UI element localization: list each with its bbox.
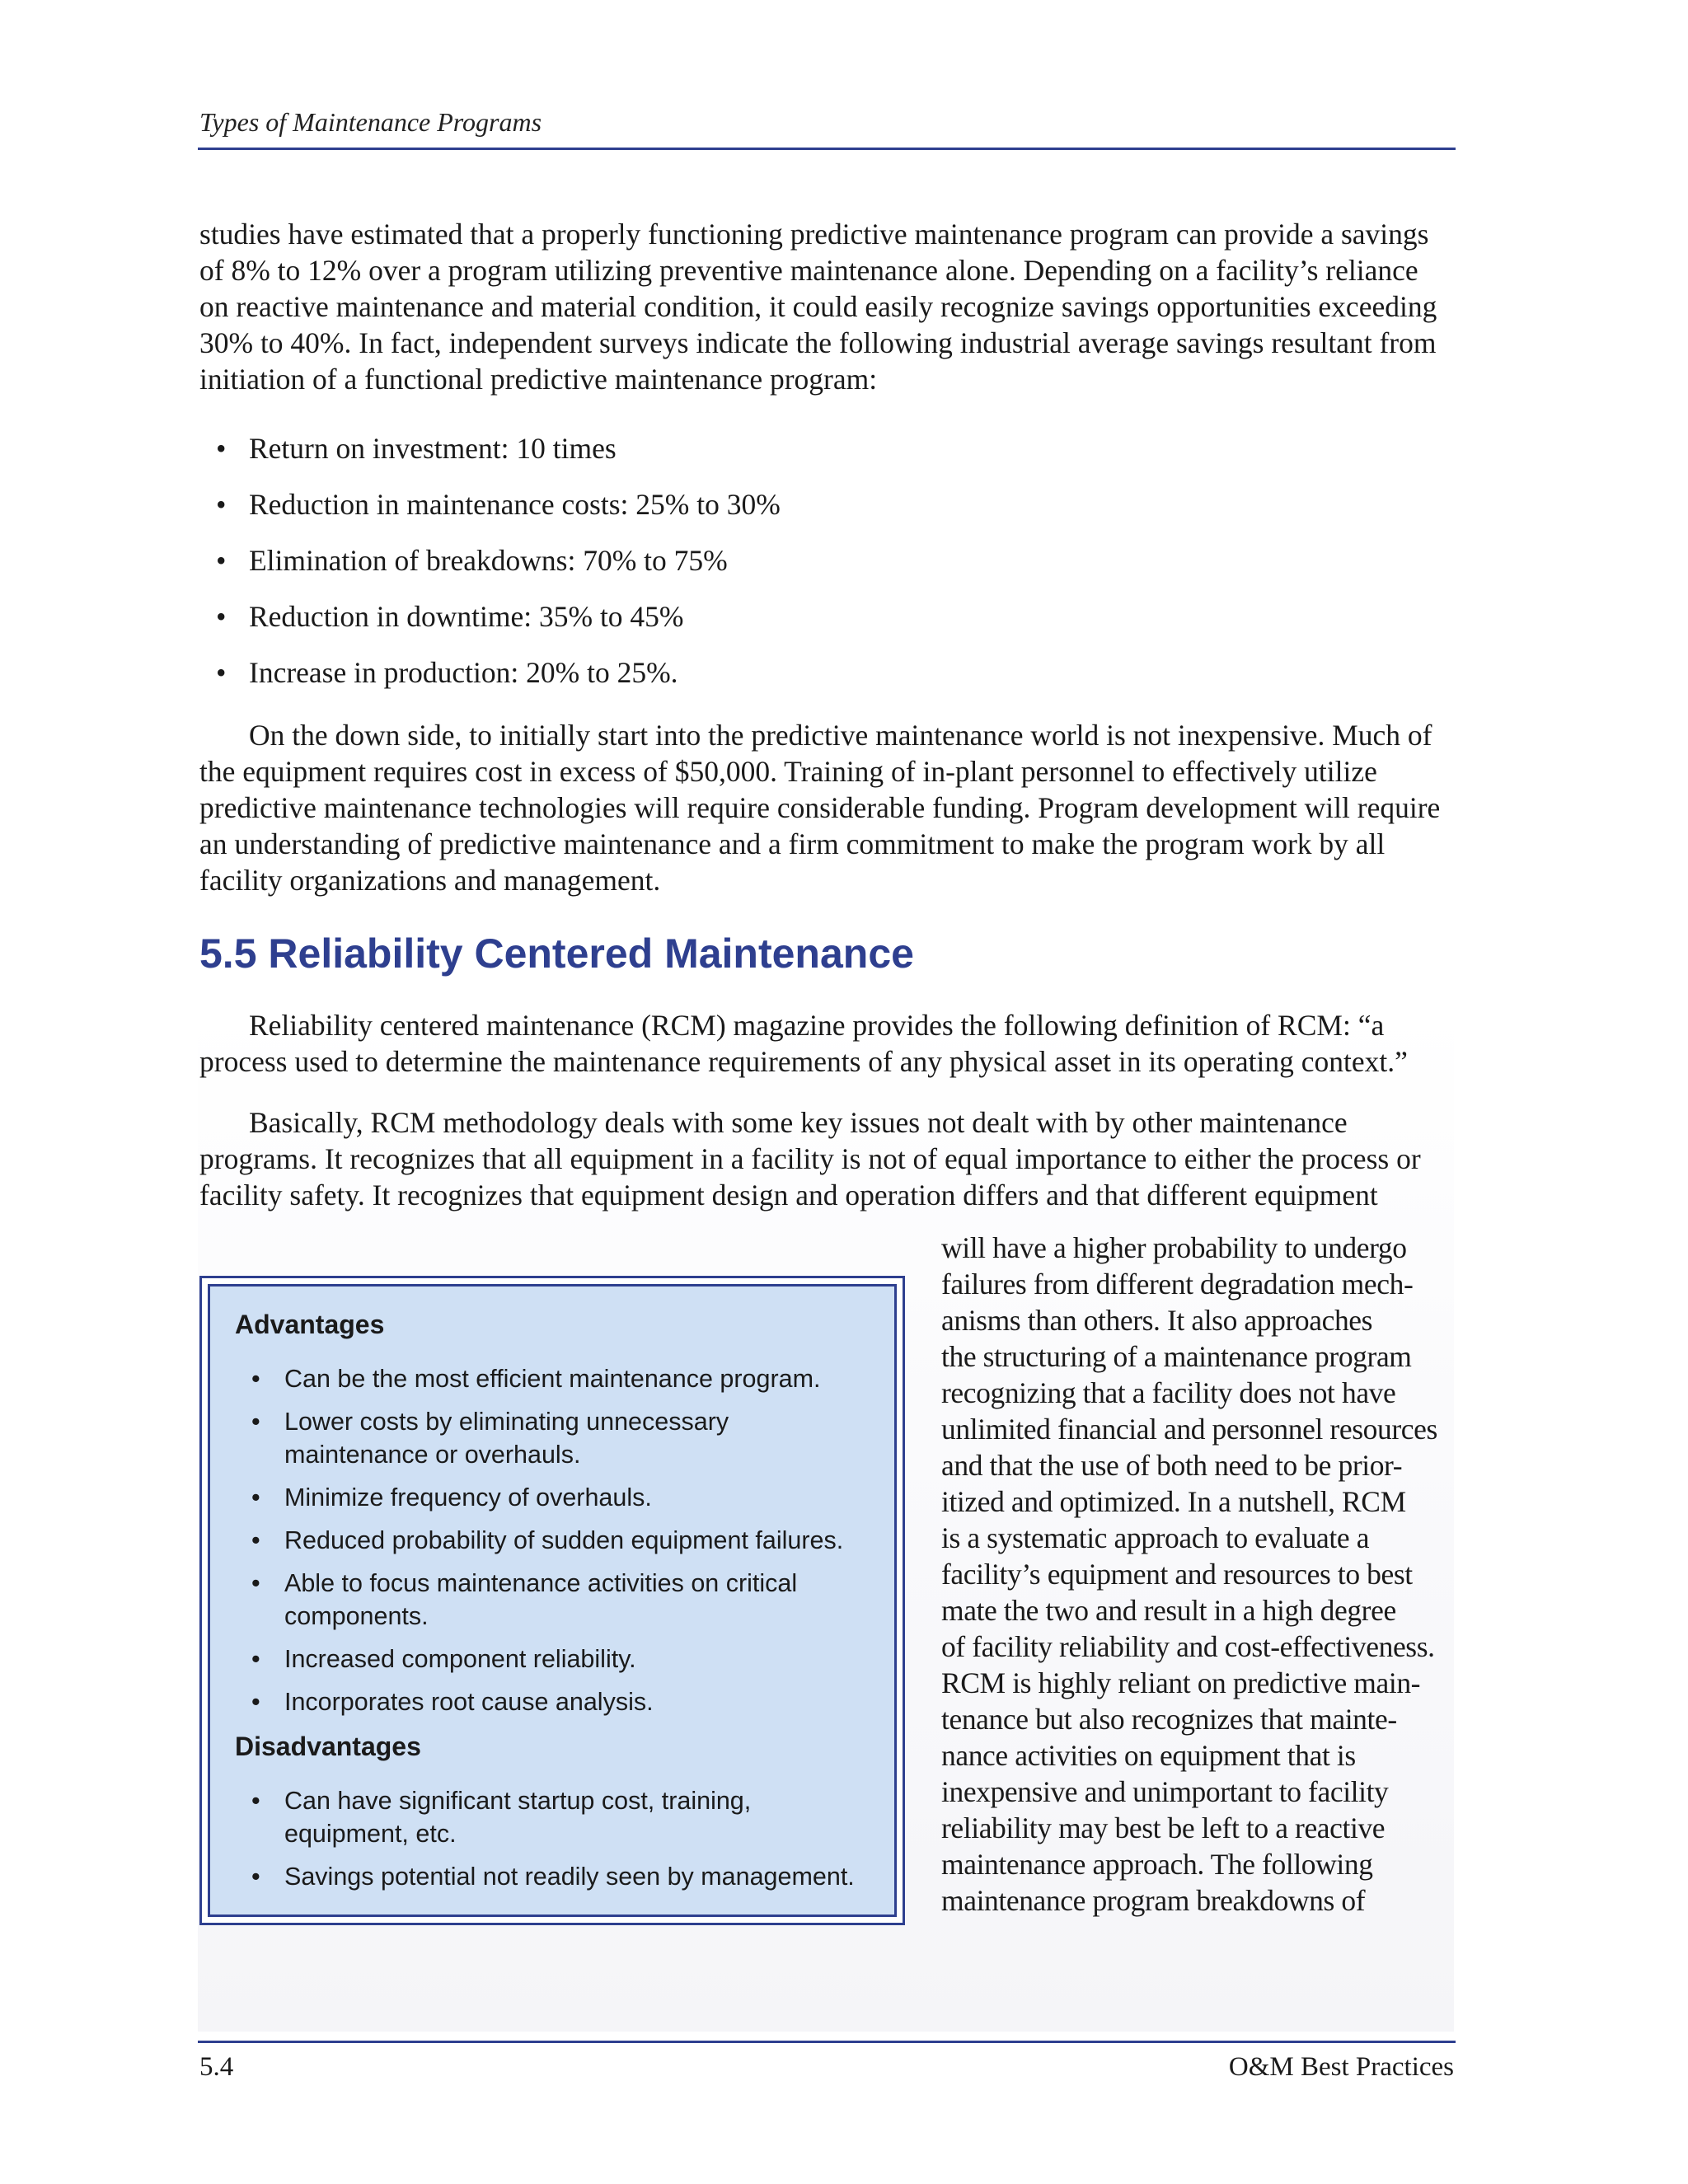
publication-title: O&M Best Practices: [1228, 2052, 1454, 2082]
definition-paragraph: Reliability centered maintenance (RCM) magazine provides the following definition of RCM: “a process used to determine the maintenance requirements of any physical asset in its operating context.”: [199, 1009, 1408, 1078]
text-line: anisms than others. It also approaches: [941, 1304, 1373, 1337]
text-line: will have a higher probability to undergo: [941, 1231, 1407, 1264]
intro-paragraph: studies have estimated that a properly functioning predictive maintenance program can provide a savings of 8% to 12% over a program utilizing preventive maintenance alone. Depending on a facility’s reliance on reactive maintenance and material condition, it could easily recognize savings opportunities exceeding 30% to 40%. In fact, independent surveys indicate the following industrial average savings resultant from initiation of a functional predictive maintenance program:: [199, 218, 1437, 396]
sidebar-box: [208, 1284, 897, 1917]
list-item: • Reduction in maintenance costs: 25% to 30%: [199, 486, 1189, 542]
disadvantages-list: [235, 1784, 878, 1903]
disadvantages-title: Disadvantages: [235, 1732, 421, 1761]
header-rule: [198, 148, 1456, 150]
list-item: • Elimination of breakdowns: 70% to 75%: [199, 542, 1189, 598]
savings-bullet-list: [199, 430, 1189, 710]
list-item: • Reduction in downtime: 35% to 45%: [199, 598, 1189, 654]
text-line: the structuring of a maintenance program: [941, 1340, 1412, 1373]
section-heading: 5.5 Reliability Centered Maintenance: [199, 930, 914, 977]
list-item: • Increased component reliability.: [235, 1643, 878, 1675]
text-line: failures from different degradation mech-: [941, 1268, 1414, 1301]
footer-rule: [198, 2041, 1456, 2043]
right-column-text: [941, 1230, 1461, 1919]
advantages-title: Advantages: [235, 1310, 385, 1339]
text-line: is a systematic approach to evaluate a: [941, 1521, 1370, 1554]
text-line: unlimited financial and personnel resources: [941, 1413, 1437, 1446]
text-line: itized and optimized. In a nutshell, RCM: [941, 1485, 1406, 1518]
text-line: reliability may best be left to a reactive: [941, 1811, 1386, 1844]
list-item: • Return on investment: 10 times: [199, 430, 1189, 486]
list-item: • Savings potential not readily seen by management.: [235, 1860, 878, 1893]
text-line: recognizing that a facility does not have: [941, 1376, 1396, 1409]
list-item: • Minimize frequency of overhauls.: [235, 1481, 878, 1514]
text-line: tenance but also recognizes that mainte-: [941, 1703, 1397, 1736]
list-item: • Incorporates root cause analysis.: [235, 1685, 878, 1718]
list-item: • Lower costs by eliminating unnecessary maintenance or overhauls.: [235, 1405, 878, 1471]
text-line: RCM is highly reliant on predictive main-: [941, 1666, 1421, 1699]
list-item: • Can have significant startup cost, training, equipment, etc.: [235, 1784, 878, 1850]
text-line: maintenance program breakdowns of: [941, 1884, 1366, 1917]
text-line: maintenance approach. The following: [941, 1848, 1373, 1881]
list-item: • Able to focus maintenance activities on critical components.: [235, 1567, 878, 1633]
basics-paragraph: Basically, RCM methodology deals with some key issues not dealt with by other maintenance programs. It recognizes that all equipment in a facility is not of equal importance to either the process or facility safety. It recognizes that equipment design and operation differs and that different equipment: [199, 1106, 1421, 1212]
text-line: of facility reliability and cost-effectiveness.: [941, 1630, 1435, 1663]
page-number: 5.4: [199, 2052, 234, 2082]
advantages-list: [235, 1362, 878, 1728]
text-line: mate the two and result in a high degree: [941, 1594, 1396, 1627]
downside-paragraph: On the down side, to initially start into the predictive maintenance world is not inexpensive. Much of the equipment requires cost in excess of $50,000. Training of in-plant personnel to effectively utilize predictive maintenance technologies will require considerable funding. Program development will require an understanding of predictive maintenance and a firm commitment to make the program work by all facility organizations and management.: [199, 719, 1441, 897]
list-item: • Increase in production: 20% to 25%.: [199, 654, 1189, 710]
running-head: Types of Maintenance Programs: [199, 107, 542, 137]
text-line: and that the use of both need to be prior-: [941, 1449, 1403, 1482]
text-line: facility’s equipment and resources to best: [941, 1558, 1413, 1591]
list-item: • Reduced probability of sudden equipment failures.: [235, 1524, 878, 1557]
text-line: inexpensive and unimportant to facility: [941, 1775, 1389, 1808]
text-line: nance activities on equipment that is: [941, 1739, 1356, 1772]
list-item: • Can be the most efficient maintenance program.: [235, 1362, 878, 1395]
